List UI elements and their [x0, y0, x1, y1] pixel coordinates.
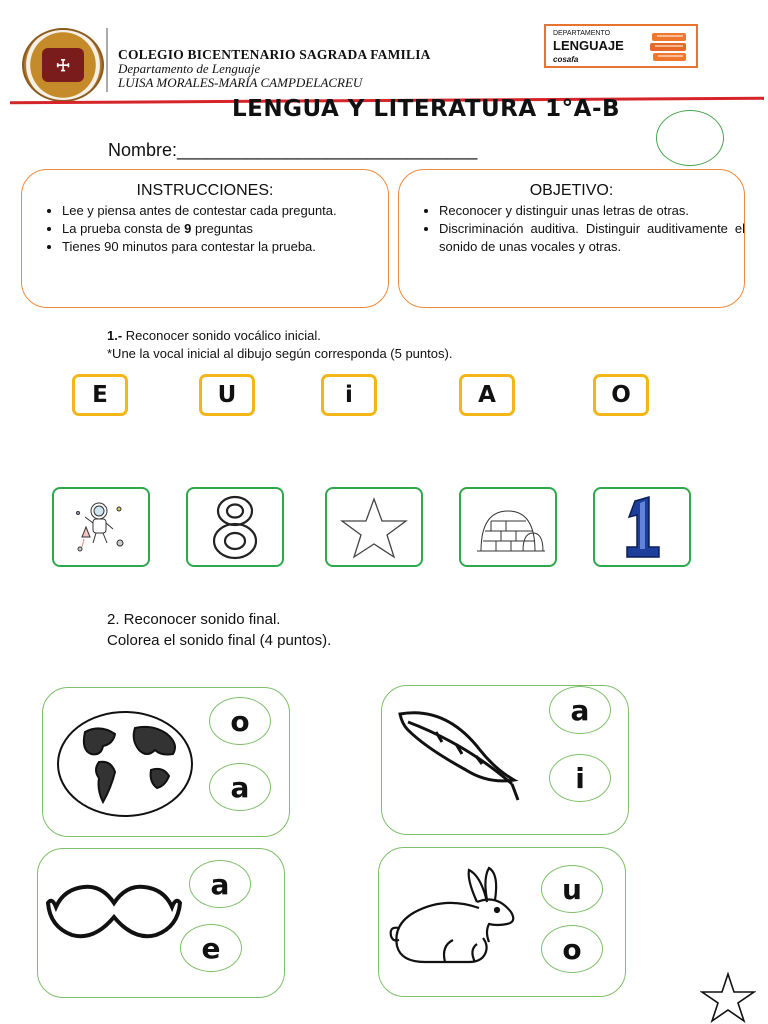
sound-card-rabbit	[378, 847, 626, 997]
option-oval-a[interactable]: a	[209, 763, 271, 811]
question1-instruction: *Une la vocal inicial al dibujo según corresponda (5 puntos).	[107, 346, 453, 361]
instructions-title: INSTRUCCIONES:	[136, 182, 274, 199]
header-divider	[106, 28, 108, 92]
igloo-icon	[461, 489, 555, 565]
picture-box-star[interactable]	[325, 487, 423, 567]
school-name: COLEGIO BICENTENARIO SAGRADA FAMILIA	[118, 47, 431, 62]
number-eight-icon	[188, 489, 282, 565]
picture-box-one[interactable]	[593, 487, 691, 567]
question1-number: 1.-	[107, 328, 123, 343]
teacher-names: LUISA MORALES-MARÍA CAMPDELACREU	[118, 75, 363, 90]
instruction-item	[62, 220, 388, 238]
question-count: 9	[184, 221, 192, 236]
objective-list	[421, 202, 745, 256]
option-oval-o[interactable]: o	[209, 697, 271, 745]
sound-card-globe	[42, 687, 290, 837]
instructions-box	[21, 169, 389, 308]
page-title: LENGUA Y LITERATURA 1°A-B	[232, 96, 621, 122]
picture-box-astronaut[interactable]	[52, 487, 150, 567]
rabbit-icon	[385, 866, 535, 974]
feather-icon	[396, 704, 522, 808]
option-oval-e[interactable]: e	[180, 924, 242, 972]
vowel-box-a[interactable]: A	[459, 374, 515, 416]
department-name: Departamento de Lenguaje	[118, 61, 261, 76]
seal-emblem-icon: ☩	[42, 48, 84, 82]
vowel-box-o[interactable]: O	[593, 374, 649, 416]
dept-logo-line1: DEPARTAMENTO	[553, 30, 611, 37]
objective-title: OBJETIVO:	[529, 182, 614, 199]
star-outline-icon	[700, 972, 756, 1024]
question1-text: Reconocer sonido vocálico inicial.	[122, 328, 321, 343]
mustache-icon	[46, 883, 182, 947]
instructions-list	[44, 202, 388, 256]
sound-card-feather	[381, 685, 629, 835]
globe-icon	[55, 710, 195, 818]
department-logo	[544, 24, 698, 68]
option-oval-a[interactable]: a	[549, 686, 611, 734]
option-oval-u[interactable]: u	[541, 865, 603, 913]
objective-item: • Reconocer y distinguir unas letras de otras.	[439, 202, 745, 220]
instruction-text: La prueba consta de	[62, 221, 185, 236]
school-info	[118, 48, 431, 90]
dept-logo-line3: cosafa	[553, 55, 579, 64]
instruction-item: • Lee y piensa antes de contestar cada pregunta.	[62, 202, 388, 220]
vowel-box-u[interactable]: U	[199, 374, 255, 416]
astronaut-icon	[54, 489, 148, 565]
picture-box-eight[interactable]	[186, 487, 284, 567]
dept-logo-line2: LENGUAJE	[553, 38, 624, 53]
question2-instruction: Colorea el sonido final (4 puntos).	[107, 632, 332, 649]
instruction-item: • Tienes 90 minutos para contestar la prueba.	[62, 238, 388, 256]
star-icon	[327, 489, 421, 565]
books-icon	[649, 31, 689, 63]
number-one-icon	[595, 489, 689, 565]
option-oval-o[interactable]: o	[541, 925, 603, 973]
option-oval-i[interactable]: i	[549, 754, 611, 802]
question1-title	[107, 328, 321, 343]
school-seal	[22, 28, 104, 102]
option-oval-a[interactable]: a	[189, 860, 251, 908]
vowel-box-e[interactable]: E	[72, 374, 128, 416]
question2-title: 2. Reconocer sonido final.	[107, 611, 281, 628]
instruction-suffix: preguntas	[191, 221, 253, 236]
vowel-box-i[interactable]: i	[321, 374, 377, 416]
name-field[interactable]: Nombre:______________________________	[108, 140, 478, 160]
grade-circle	[656, 110, 724, 166]
objective-item: • Discriminación auditiva. Distinguir auditivamente el sonido de unas vocales y otras.	[439, 220, 745, 256]
objective-box	[398, 169, 745, 308]
sound-card-mustache	[37, 848, 285, 998]
picture-box-igloo[interactable]	[459, 487, 557, 567]
